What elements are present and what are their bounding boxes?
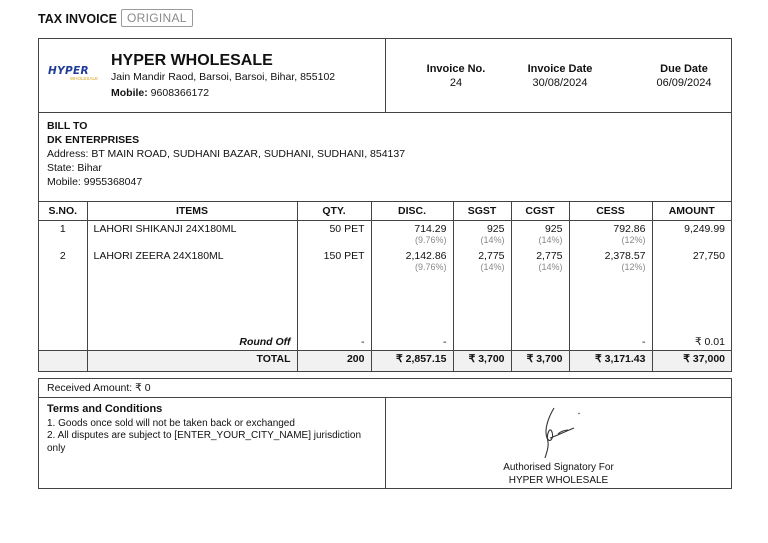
round-off-cess: - bbox=[569, 334, 652, 351]
company-name: HYPER WHOLESALE bbox=[111, 52, 273, 69]
sgst-percent: (14%) bbox=[480, 262, 505, 272]
received-amount: Received Amount: ₹ 0 bbox=[38, 378, 732, 398]
row-cgst bbox=[511, 248, 569, 334]
signatory-label: Authorised Signatory For bbox=[503, 462, 614, 473]
row-item: LAHORI ZEERA 24X180ML bbox=[87, 248, 297, 334]
sgst-value: 925 bbox=[486, 223, 505, 235]
due-date-label: Due Date bbox=[660, 63, 708, 75]
row-disc bbox=[371, 248, 453, 334]
company-block bbox=[39, 39, 386, 112]
terms-line-2: 2. All disputes are subject to [ENTER_YOUR_CITY_NAME] jurisdiction only bbox=[47, 430, 362, 454]
logo-text: HYPER bbox=[48, 65, 89, 77]
total-label: TOTAL bbox=[87, 351, 297, 372]
cgst-value: 925 bbox=[544, 223, 563, 235]
terms-section bbox=[39, 398, 386, 488]
mobile-value: 9608366172 bbox=[150, 87, 210, 99]
col-items: ITEMS bbox=[87, 202, 297, 221]
row-cgst bbox=[511, 221, 569, 249]
row-item: LAHORI SHIKANJI 24X180ML bbox=[87, 221, 297, 249]
cgst-percent: (14%) bbox=[538, 235, 563, 245]
items-table bbox=[39, 202, 731, 371]
row-amount: 27,750 bbox=[692, 250, 725, 262]
cgst-percent: (14%) bbox=[538, 262, 563, 272]
round-off-amount: ₹ 0.01 bbox=[694, 336, 725, 348]
invoice-header bbox=[39, 39, 731, 113]
mobile-label: Mobile: bbox=[111, 87, 148, 99]
row-sgst bbox=[453, 221, 511, 249]
terms-title: Terms and Conditions bbox=[47, 403, 163, 415]
signatory-company: HYPER WHOLESALE bbox=[508, 475, 609, 486]
total-sgst: ₹ 3,700 bbox=[453, 351, 511, 372]
invoice-number-value: 24 bbox=[449, 77, 463, 89]
col-sno: S.NO. bbox=[39, 202, 87, 221]
total-cess: ₹ 3,171.43 bbox=[569, 351, 652, 372]
due-date bbox=[634, 63, 734, 89]
cess-value: 2,378.57 bbox=[604, 250, 646, 262]
invoice-meta bbox=[386, 39, 731, 112]
col-qty: QTY. bbox=[297, 202, 371, 221]
row-cess bbox=[569, 221, 652, 249]
disc-value: 2,142.86 bbox=[405, 250, 447, 262]
row-qty: 50 PET bbox=[297, 221, 371, 249]
col-cess: CESS bbox=[569, 202, 652, 221]
terms-line-1: 1. Goods once sold will not be taken back or exchanged bbox=[47, 417, 295, 429]
total-row bbox=[39, 351, 731, 372]
disc-percent: (9.76%) bbox=[414, 235, 447, 245]
cgst-value: 2,775 bbox=[536, 250, 563, 262]
col-disc: DISC. bbox=[371, 202, 453, 221]
signature-section bbox=[386, 398, 731, 488]
total-cgst: ₹ 3,700 bbox=[511, 351, 569, 372]
round-off-cgst bbox=[511, 334, 569, 351]
total-disc: ₹ 2,857.15 bbox=[371, 351, 453, 372]
invoice-number-label: Invoice No. bbox=[426, 63, 486, 75]
cess-value: 792.86 bbox=[613, 223, 646, 235]
row-cess bbox=[569, 248, 652, 334]
logo-subtext: WHOLESALE bbox=[69, 76, 98, 81]
bill-to-section bbox=[39, 113, 731, 202]
round-off-disc: - bbox=[371, 334, 453, 351]
table-row bbox=[39, 221, 731, 249]
invoice-number bbox=[406, 63, 506, 89]
customer-name: DK ENTERPRISES bbox=[47, 134, 140, 146]
row-sgst bbox=[453, 248, 511, 334]
table-header-row bbox=[39, 202, 731, 221]
sgst-percent: (14%) bbox=[480, 235, 505, 245]
customer-state: State: Bihar bbox=[47, 162, 102, 174]
customer-address: Address: BT MAIN ROAD, SUDHANI BAZAR, SUDHANI, SUDHANI, 854137 bbox=[47, 148, 406, 160]
original-badge: ORIGINAL bbox=[121, 9, 193, 27]
round-off-label: Round Off bbox=[87, 334, 297, 351]
company-logo bbox=[48, 66, 100, 84]
row-sno: 1 bbox=[39, 221, 87, 249]
invoice-box bbox=[38, 38, 732, 372]
round-off-row bbox=[39, 334, 731, 351]
customer-mobile: Mobile: 9955368047 bbox=[47, 176, 143, 188]
due-date-value: 06/09/2024 bbox=[656, 77, 712, 89]
row-sno: 2 bbox=[39, 248, 87, 334]
col-cgst: CGST bbox=[511, 202, 569, 221]
disc-percent: (9.76%) bbox=[414, 262, 447, 272]
bill-to-label: BILL TO bbox=[47, 120, 88, 132]
disc-value: 714.29 bbox=[414, 223, 447, 235]
company-mobile bbox=[111, 87, 209, 99]
signature-image bbox=[534, 404, 584, 460]
invoice-date-value: 30/08/2024 bbox=[532, 77, 588, 89]
round-off-qty: - bbox=[297, 334, 371, 351]
document-title: TAX INVOICE bbox=[38, 12, 117, 26]
row-amount: 9,249.99 bbox=[684, 223, 725, 235]
row-qty: 150 PET bbox=[297, 248, 371, 334]
invoice-footer bbox=[38, 398, 732, 489]
cess-percent: (12%) bbox=[621, 262, 646, 272]
company-address: Jain Mandir Raod, Barsoi, Barsoi, Bihar, 855102 bbox=[111, 71, 336, 83]
cess-percent: (12%) bbox=[621, 235, 646, 245]
row-disc bbox=[371, 221, 453, 249]
table-row bbox=[39, 248, 731, 334]
sgst-value: 2,775 bbox=[478, 250, 505, 262]
col-sgst: SGST bbox=[453, 202, 511, 221]
invoice-date bbox=[510, 63, 610, 89]
total-amount: ₹ 37,000 bbox=[652, 351, 731, 372]
col-amount: AMOUNT bbox=[652, 202, 731, 221]
round-off-sgst bbox=[453, 334, 511, 351]
round-off-sno bbox=[39, 334, 87, 351]
total-sno bbox=[39, 351, 87, 372]
total-qty: 200 bbox=[297, 351, 371, 372]
invoice-date-label: Invoice Date bbox=[527, 63, 593, 75]
